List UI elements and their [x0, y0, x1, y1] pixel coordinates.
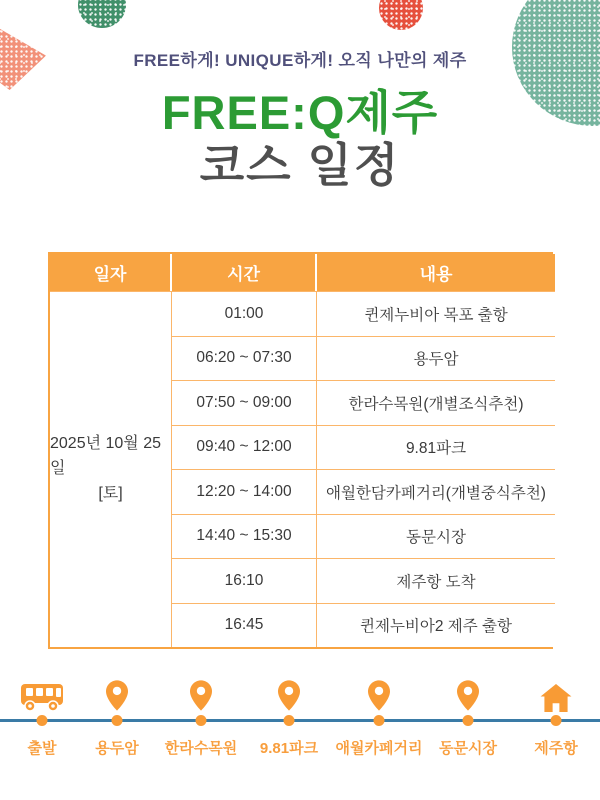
date-cell	[50, 291, 172, 647]
timeline-dot	[37, 715, 48, 726]
date-line1: 2025년 10월 25일	[50, 435, 161, 478]
content-cell: 9.81파크	[317, 425, 555, 470]
content-cell: 동문시장	[317, 514, 555, 559]
timeline-stop-label: 애월카페거리	[335, 740, 423, 757]
timeline-stop-label: 한라수목원	[164, 740, 238, 757]
timeline-stop-label: 용두암	[95, 740, 139, 757]
date-line2: [토]	[98, 484, 123, 502]
time-cell: 14:40 ~ 15:30	[172, 514, 317, 559]
map-pin-icon	[368, 680, 390, 716]
map-pin-icon	[190, 680, 212, 716]
column-header-content: 내용	[317, 254, 555, 291]
timeline-dot	[284, 715, 295, 726]
timeline-line	[0, 719, 600, 722]
time-cell: 07:50 ~ 09:00	[172, 380, 317, 425]
route-timeline	[0, 675, 600, 775]
content-cell: 한라수목원(개별조식추천)	[317, 380, 555, 425]
time-cell: 12:20 ~ 14:00	[172, 469, 317, 514]
crayon-blob-red	[379, 0, 423, 30]
home-icon	[541, 684, 572, 717]
column-header-time: 시간	[172, 254, 317, 291]
bus-icon	[19, 683, 65, 718]
page-subtitle: 코스 일정	[199, 139, 401, 191]
column-header-date: 일자	[50, 254, 172, 291]
content-cell: 용두암	[317, 336, 555, 381]
content-cell: 애월한담카페거리(개별중식추천)	[317, 469, 555, 514]
map-pin-icon	[106, 680, 128, 716]
content-cell: 제주항 도착	[317, 558, 555, 603]
schedule-table	[48, 252, 553, 649]
timeline-dot	[551, 715, 562, 726]
timeline-dot	[196, 715, 207, 726]
timeline-dot	[112, 715, 123, 726]
timeline-stop-label: 동문시장	[439, 740, 497, 757]
content-cell: 퀸제누비아 목포 출항	[317, 291, 555, 336]
timeline-stop-label: 제주항	[534, 740, 578, 757]
timeline-dot	[374, 715, 385, 726]
content-cell: 퀸제누비아2 제주 출항	[317, 603, 555, 648]
time-cell: 16:45	[172, 603, 317, 648]
crayon-blob-green	[78, 0, 126, 28]
time-cell: 09:40 ~ 12:00	[172, 425, 317, 470]
time-cell: 16:10	[172, 558, 317, 603]
time-cell: 06:20 ~ 07:30	[172, 336, 317, 381]
header	[0, 46, 600, 191]
timeline-stop-label: 9.81파크	[259, 740, 319, 757]
map-pin-icon	[457, 680, 479, 716]
page-title: FREE:Q제주	[161, 86, 439, 139]
header-subtitle: FREE하게! UNIQUE하게! 오직 나만의 제주	[133, 51, 467, 70]
timeline-dot	[463, 715, 474, 726]
timeline-stop-label: 출발	[27, 740, 57, 757]
map-pin-icon	[278, 680, 300, 716]
time-cell: 01:00	[172, 291, 317, 336]
